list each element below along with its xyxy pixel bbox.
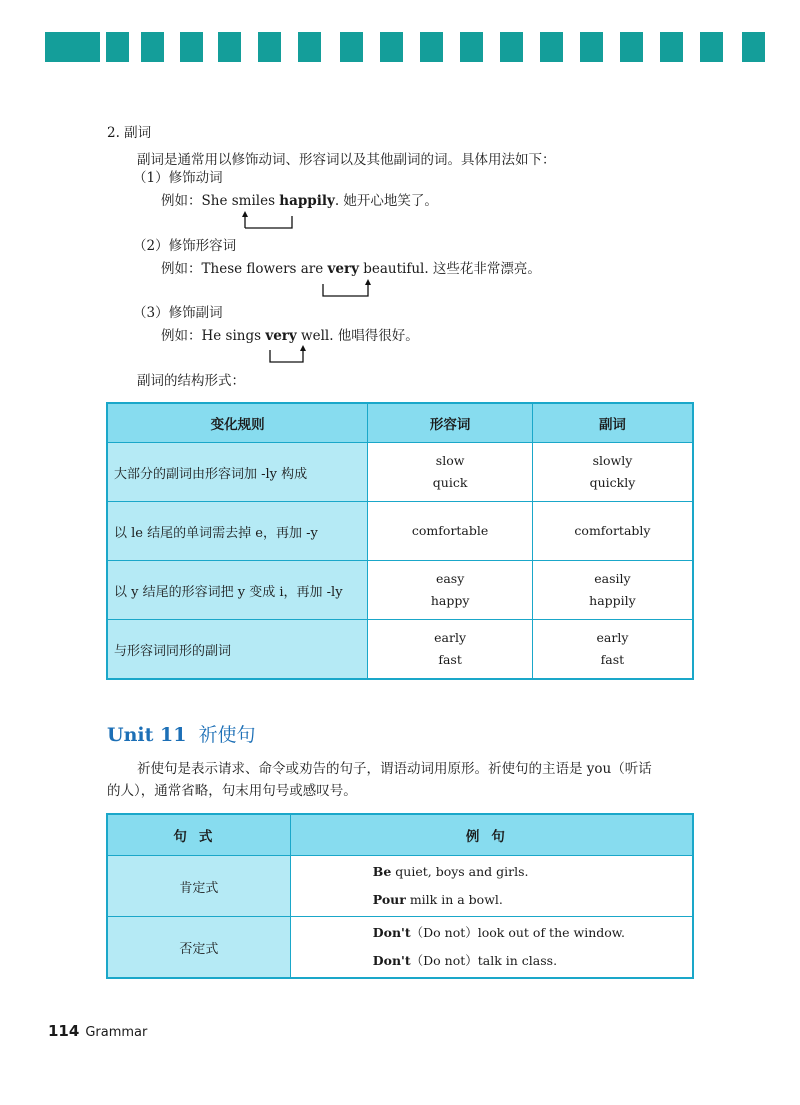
- adjective-cell: comfortable: [368, 502, 533, 561]
- stripe-block: [106, 32, 129, 62]
- column-header: 副词: [532, 403, 693, 443]
- stripe-block: [340, 32, 363, 62]
- column-header: 句式: [107, 814, 290, 856]
- modifier-arrow: [240, 210, 300, 232]
- example-cell: [290, 917, 693, 979]
- stripe-block: [380, 32, 403, 62]
- adverb-cell: easily happily: [532, 561, 693, 620]
- usage-example-adjective: 例如：These flowers are very beautiful. 这些花非常漂亮。: [161, 261, 541, 277]
- adjective-cell: slow quick: [368, 443, 533, 502]
- modifier-arrow: [318, 278, 378, 300]
- imperative-table: [106, 813, 694, 979]
- table-row: [107, 856, 693, 917]
- stripe-block: [660, 32, 683, 62]
- table-row: [107, 620, 693, 680]
- page-footer: [48, 1022, 147, 1040]
- top-stripe-decoration: [0, 0, 800, 75]
- unit-topic: 祈使句: [198, 724, 256, 746]
- rule-cell: 以 le 结尾的单词需去掉 e，再加 -y: [107, 502, 368, 561]
- stripe-block: [218, 32, 241, 62]
- adverb-cell: early fast: [532, 620, 693, 680]
- stripe-block: [700, 32, 723, 62]
- usage-example-verb: 例如：She smiles happily. 她开心地笑了。: [161, 193, 438, 209]
- modifier-arrow: [265, 344, 315, 366]
- table-row: [107, 917, 693, 979]
- example-sentence: Don't（Do not）talk in class.: [372, 953, 558, 968]
- usage-example-adverb: 例如：He sings very well. 他唱得很好。: [161, 328, 419, 344]
- usage-label-adjective: （2）修饰形容词: [133, 238, 237, 254]
- column-header: 变化规则: [107, 403, 368, 443]
- example-sentence: Be quiet, boys and girls.: [372, 864, 529, 879]
- table-intro: 副词的结构形式：: [137, 373, 245, 389]
- table-row: [107, 443, 693, 502]
- footer-label: Grammar: [85, 1025, 148, 1040]
- rule-cell: 以 y 结尾的形容词把 y 变成 i，再加 -ly: [107, 561, 368, 620]
- column-header: 形容词: [368, 403, 533, 443]
- table-row: [107, 502, 693, 561]
- stripe-block: [620, 32, 643, 62]
- stripe-block: [460, 32, 483, 62]
- stripe-block: [540, 32, 563, 62]
- stripe-block: [420, 32, 443, 62]
- table-header-row: [107, 403, 693, 443]
- column-header: 例句: [290, 814, 693, 856]
- example-sentence: Don't（Do not）look out of the window.: [372, 925, 625, 940]
- stripe-block: [500, 32, 523, 62]
- unit-description-line2: 的人），通常省略，句末用句号或感叹号。: [107, 783, 357, 799]
- adjective-cell: early fast: [368, 620, 533, 680]
- stripe-block: [580, 32, 603, 62]
- adverb-formation-table: [106, 402, 694, 680]
- unit-description-line1: 祈使句是表示请求、命令或劝告的句子，谓语动词用原形。祈使句的主语是 you（听话: [137, 761, 652, 777]
- stripe-block: [258, 32, 281, 62]
- stripe-block: [45, 32, 100, 62]
- stripe-block: [141, 32, 164, 62]
- page-number: 114: [48, 1022, 80, 1040]
- stripe-block: [298, 32, 321, 62]
- usage-label-verb: （1）修饰动词: [133, 170, 223, 186]
- example-sentence: Pour milk in a bowl.: [372, 892, 503, 907]
- stripe-block: [180, 32, 203, 62]
- usage-label-adverb: （3）修饰副词: [133, 305, 223, 321]
- adverb-cell: comfortably: [532, 502, 693, 561]
- section-heading: 2. 副词: [107, 125, 152, 141]
- adjective-cell: easy happy: [368, 561, 533, 620]
- adverb-cell: slowly quickly: [532, 443, 693, 502]
- table-row: [107, 561, 693, 620]
- stripe-block: [742, 32, 765, 62]
- rule-cell: 与形容词同形的副词: [107, 620, 368, 680]
- unit-label: Unit 11: [107, 724, 187, 746]
- example-cell: [290, 856, 693, 917]
- unit-title: [107, 720, 255, 747]
- sentence-type-cell: 否定式: [107, 917, 290, 979]
- section-intro: 副词是通常用以修饰动词、形容词以及其他副词的词。具体用法如下：: [137, 152, 556, 168]
- table-header-row: [107, 814, 693, 856]
- rule-cell: 大部分的副词由形容词加 -ly 构成: [107, 443, 368, 502]
- sentence-type-cell: 肯定式: [107, 856, 290, 917]
